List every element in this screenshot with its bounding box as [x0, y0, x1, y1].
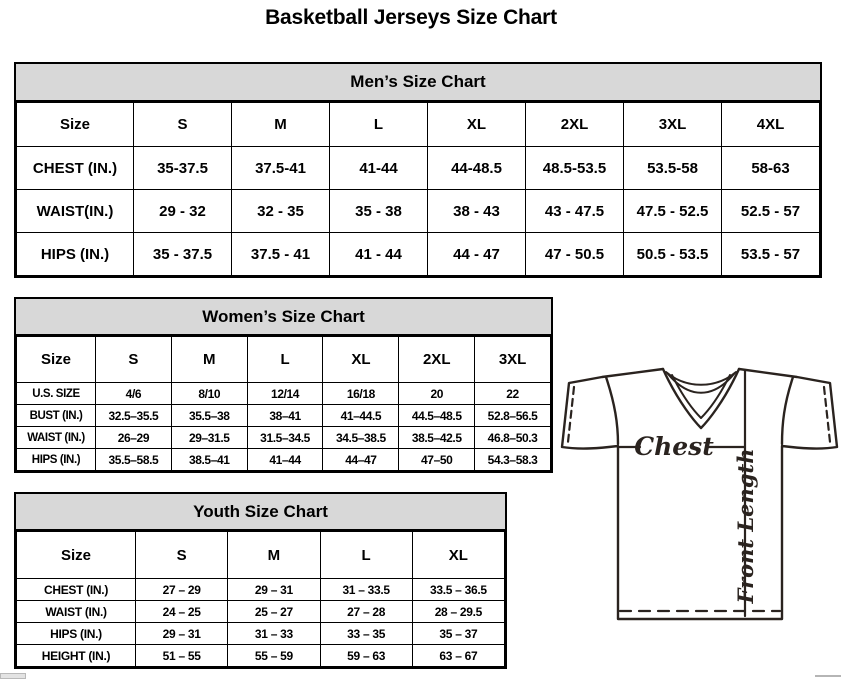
mens-cell: 53.5-58: [624, 147, 722, 190]
womens-cell: 41–44: [247, 449, 323, 471]
womens-cell: 47–50: [399, 449, 475, 471]
mens-cell: 43 - 47.5: [526, 190, 624, 233]
mens-row-label: HIPS (IN.): [17, 233, 134, 276]
mens-row: [17, 190, 820, 233]
mens-cell: 50.5 - 53.5: [624, 233, 722, 276]
jersey-diagram-icon: [556, 356, 842, 626]
womens-cell: 35.5–58.5: [96, 449, 172, 471]
womens-chart-title: Women’s Size Chart: [16, 299, 551, 336]
mens-header-xl: XL: [428, 103, 526, 147]
womens-cell: 46.8–50.3: [475, 427, 551, 449]
mens-cell: 38 - 43: [428, 190, 526, 233]
youth-row-label: HEIGHT (IN.): [17, 645, 136, 667]
youth-header-s: S: [136, 532, 228, 579]
youth-cell: 51 – 55: [136, 645, 228, 667]
youth-cell: 28 – 29.5: [412, 601, 504, 623]
youth-row: [17, 601, 505, 623]
scrollbar-fragment-right: [815, 675, 841, 677]
mens-chart-title: Men’s Size Chart: [16, 64, 820, 102]
youth-cell: 33 – 35: [320, 623, 412, 645]
womens-header-row: [17, 337, 551, 383]
womens-row-label: U.S. SIZE: [17, 383, 96, 405]
mens-cell: 35 - 38: [330, 190, 428, 233]
womens-cell: 38.5–42.5: [399, 427, 475, 449]
mens-cell: 41 - 44: [330, 233, 428, 276]
page-title: Basketball Jerseys Size Chart: [265, 6, 557, 29]
womens-cell: 31.5–34.5: [247, 427, 323, 449]
womens-row: [17, 383, 551, 405]
youth-cell: 27 – 29: [136, 579, 228, 601]
womens-cell: 29–31.5: [171, 427, 247, 449]
youth-cell: 25 – 27: [228, 601, 320, 623]
youth-cell: 29 – 31: [136, 623, 228, 645]
youth-size-chart: [14, 492, 507, 669]
womens-cell: 35.5–38: [171, 405, 247, 427]
womens-row: [17, 449, 551, 471]
womens-header-s: S: [96, 337, 172, 383]
womens-cell: 32.5–35.5: [96, 405, 172, 427]
womens-cell: 41–44.5: [323, 405, 399, 427]
womens-cell: 26–29: [96, 427, 172, 449]
youth-cell: 63 – 67: [412, 645, 504, 667]
youth-row: [17, 645, 505, 667]
jersey-left-cuff-dashes: [568, 387, 574, 442]
mens-header-3xl: 3XL: [624, 103, 722, 147]
womens-cell: 22: [475, 383, 551, 405]
womens-cell: 44.5–48.5: [399, 405, 475, 427]
mens-header-4xl: 4XL: [722, 103, 820, 147]
youth-row: [17, 623, 505, 645]
mens-cell: 35-37.5: [134, 147, 232, 190]
mens-cell: 47.5 - 52.5: [624, 190, 722, 233]
womens-header-size: Size: [17, 337, 96, 383]
youth-table: [16, 531, 505, 667]
youth-row-label: HIPS (IN.): [17, 623, 136, 645]
chest-label: Chest: [634, 432, 714, 461]
youth-row-label: WAIST (IN.): [17, 601, 136, 623]
mens-cell: 44-48.5: [428, 147, 526, 190]
womens-cell: 12/14: [247, 383, 323, 405]
mens-cell: 29 - 32: [134, 190, 232, 233]
mens-header-l: L: [330, 103, 428, 147]
youth-cell: 24 – 25: [136, 601, 228, 623]
mens-cell: 48.5-53.5: [526, 147, 624, 190]
womens-row-label: HIPS (IN.): [17, 449, 96, 471]
jersey-right-seam: [782, 377, 793, 444]
youth-header-l: L: [320, 532, 412, 579]
youth-chart-title: Youth Size Chart: [16, 494, 505, 531]
womens-cell: 38–41: [247, 405, 323, 427]
jersey-collar-rib2: [668, 374, 734, 393]
youth-cell: 31 – 33.5: [320, 579, 412, 601]
jersey-outline: [562, 369, 837, 619]
mens-header-s: S: [134, 103, 232, 147]
mens-cell: 37.5-41: [232, 147, 330, 190]
mens-cell: 53.5 - 57: [722, 233, 820, 276]
womens-cell: 52.8–56.5: [475, 405, 551, 427]
mens-table: [16, 102, 820, 276]
mens-header-size: Size: [17, 103, 134, 147]
womens-row-label: WAIST (IN.): [17, 427, 96, 449]
mens-cell: 37.5 - 41: [232, 233, 330, 276]
mens-header-m: M: [232, 103, 330, 147]
mens-row: [17, 147, 820, 190]
womens-header-3xl: 3XL: [475, 337, 551, 383]
womens-row: [17, 427, 551, 449]
womens-size-chart: [14, 297, 553, 473]
mens-row-label: WAIST(IN.): [17, 190, 134, 233]
mens-cell: 52.5 - 57: [722, 190, 820, 233]
mens-cell: 47 - 50.5: [526, 233, 624, 276]
mens-row: [17, 233, 820, 276]
mens-cell: 35 - 37.5: [134, 233, 232, 276]
womens-cell: 54.3–58.3: [475, 449, 551, 471]
womens-cell: 8/10: [171, 383, 247, 405]
youth-cell: 29 – 31: [228, 579, 320, 601]
youth-cell: 35 – 37: [412, 623, 504, 645]
front-length-label: Front Length: [733, 448, 758, 604]
womens-header-xl: XL: [323, 337, 399, 383]
youth-row-label: CHEST (IN.): [17, 579, 136, 601]
scrollbar-fragment-left[interactable]: [0, 673, 26, 679]
youth-cell: 33.5 – 36.5: [412, 579, 504, 601]
mens-size-chart: [14, 62, 822, 278]
mens-cell: 58-63: [722, 147, 820, 190]
mens-cell: 41-44: [330, 147, 428, 190]
womens-header-2xl: 2XL: [399, 337, 475, 383]
womens-header-m: M: [171, 337, 247, 383]
womens-row-label: BUST (IN.): [17, 405, 96, 427]
womens-cell: 38.5–41: [171, 449, 247, 471]
youth-cell: 27 – 28: [320, 601, 412, 623]
jersey-measurement-diagram: [556, 356, 842, 626]
womens-cell: 16/18: [323, 383, 399, 405]
womens-cell: 44–47: [323, 449, 399, 471]
mens-row-label: CHEST (IN.): [17, 147, 134, 190]
youth-cell: 55 – 59: [228, 645, 320, 667]
womens-cell: 20: [399, 383, 475, 405]
youth-header-xl: XL: [412, 532, 504, 579]
mens-cell: 44 - 47: [428, 233, 526, 276]
womens-cell: 4/6: [96, 383, 172, 405]
mens-header-row: [17, 103, 820, 147]
youth-header-size: Size: [17, 532, 136, 579]
womens-row: [17, 405, 551, 427]
womens-table: [16, 336, 551, 471]
womens-header-l: L: [247, 337, 323, 383]
jersey-left-seam: [606, 377, 618, 444]
youth-cell: 31 – 33: [228, 623, 320, 645]
youth-row: [17, 579, 505, 601]
youth-header-row: [17, 532, 505, 579]
youth-cell: 59 – 63: [320, 645, 412, 667]
jersey-right-cuff-dashes: [824, 387, 830, 442]
mens-header-2xl: 2XL: [526, 103, 624, 147]
mens-cell: 32 - 35: [232, 190, 330, 233]
youth-header-m: M: [228, 532, 320, 579]
womens-cell: 34.5–38.5: [323, 427, 399, 449]
